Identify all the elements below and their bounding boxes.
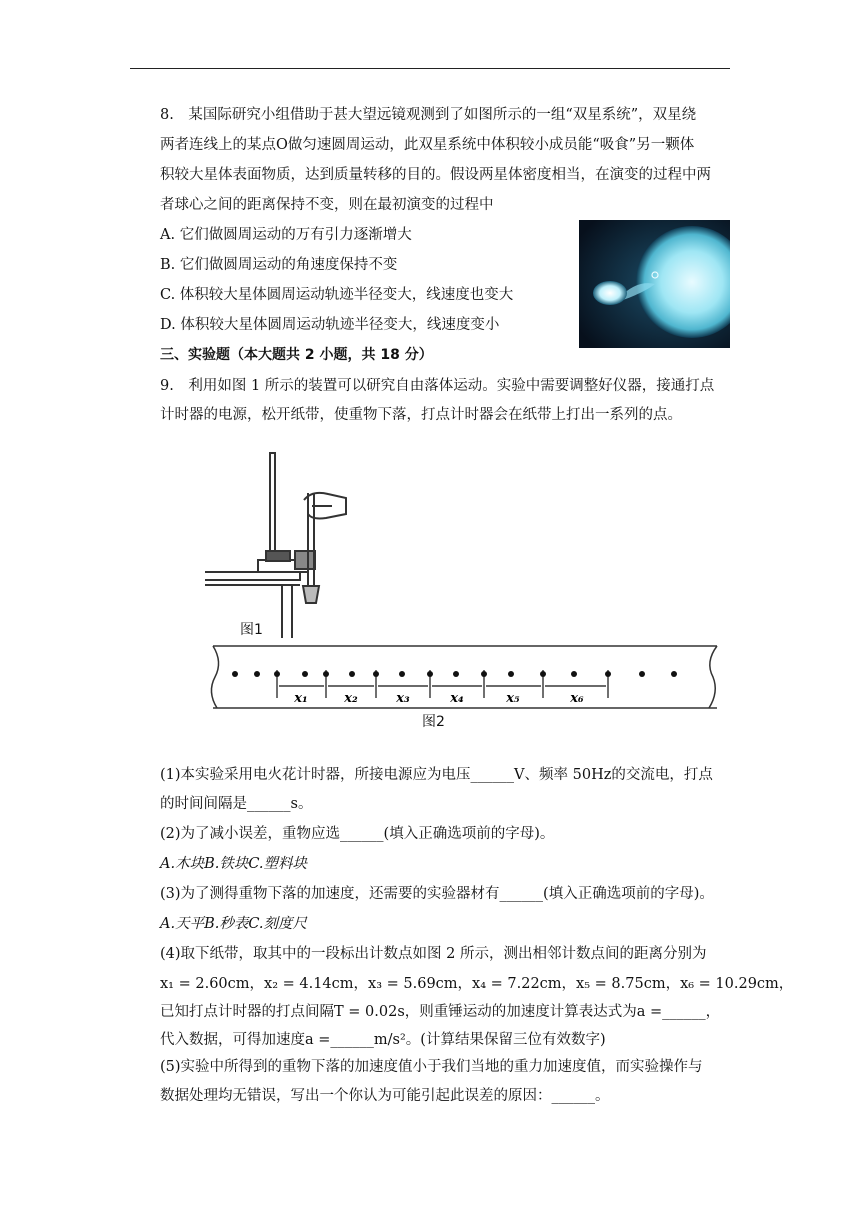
q9-part4-line-4: 代入数据，可得加速度a =______m/s²。(计算结果保留三位有效数字): [160, 1032, 606, 1048]
header-rule: [130, 68, 730, 69]
q9-part2-options: A.木块B.铁块C.塑料块: [160, 856, 308, 872]
segment-label-x3: x₃: [396, 691, 410, 706]
q8-option-a: A. 它们做圆周运动的万有引力逐渐增大: [160, 227, 412, 243]
figure-1-label: 图1: [240, 622, 263, 638]
q9-part5-line-1: (5)实验中所得到的重物下落的加速度值小于我们当地的重力加速度值，而实验操作与: [160, 1059, 703, 1075]
q8-option-b: B. 它们做圆周运动的角速度保持不变: [160, 257, 398, 273]
q8-option-c: C. 体积较大星体圆周运动轨迹半径变大，线速度也变大: [160, 287, 514, 303]
figure-2-label: 图2: [422, 714, 445, 730]
figure-1-apparatus: [200, 448, 360, 648]
q8-line-3: 积较大星体表面物质，达到质量转移的目的。假设两星体密度相当，在演变的过程中两: [160, 167, 711, 183]
q9-part1-line-1: (1)本实验采用电火花计时器，所接电源应为电压______V、频率 50Hz的交流电，打点: [160, 767, 713, 783]
q9-part1-line-2: 的时间间隔是______s。: [160, 796, 313, 812]
q9-part3-options: A.天平B.秒表C.刻度尺: [160, 916, 308, 932]
segment-label-x6: x₆: [570, 691, 584, 706]
q9-intro-line-1: 9. 利用如图 1 所示的装置可以研究自由落体运动。实验中需要调整好仪器，接通打点: [160, 378, 715, 394]
section-heading: 三、实验题（本大题共 2 小题，共 18 分）: [160, 347, 433, 363]
segment-label-x1: x₁: [294, 691, 308, 706]
q9-part4-line-3: 已知打点计时器的打点间隔T = 0.02s，则重锤运动的加速度计算表达式为a =______，: [160, 1004, 721, 1020]
q9-part4-line-2: x₁ = 2.60cm，x₂ = 4.14cm，x₃ = 5.69cm，x₄ = 7.22cm，x₅ = 8.75cm，x₆ = 10.29cm，: [160, 976, 794, 992]
q9-intro-line-2: 计时器的电源，松开纸带，使重物下落，打点计时器会在纸带上打出一系列的点。: [160, 407, 682, 423]
q9-part4-line-1: (4)取下纸带，取其中的一段标出计数点如图 2 所示，测出相邻计数点间的距离分别为: [160, 946, 707, 962]
figure-2-paper-tape: [205, 632, 725, 732]
q8-option-d: D. 体积较大星体圆周运动轨迹半径变大，线速度变小: [160, 317, 500, 333]
q8-line-4: 者球心之间的距离保持不变，则在最初演变的过程中: [160, 197, 494, 213]
segment-label-x4: x₄: [450, 691, 464, 706]
q9-part5-line-2: 数据处理均无错误，写出一个你认为可能引起此误差的原因：______。: [160, 1088, 610, 1104]
segment-label-x5: x₅: [506, 691, 520, 706]
binary-star-photo: [579, 220, 730, 348]
q8-line-2: 两者连线上的某点O做匀速圆周运动，此双星系统中体积较小成员能“吸食”另一颗体: [160, 137, 695, 153]
q8-line-1: 8. 某国际研究小组借助于甚大望远镜观测到了如图所示的一组“双星系统”，双星绕: [160, 107, 697, 123]
q9-part3: (3)为了测得重物下落的加速度，还需要的实验器材有______(填入正确选项前的字母)。: [160, 886, 714, 902]
q9-part2: (2)为了减小误差，重物应选______(填入正确选项前的字母)。: [160, 826, 555, 842]
segment-label-x2: x₂: [344, 691, 358, 706]
